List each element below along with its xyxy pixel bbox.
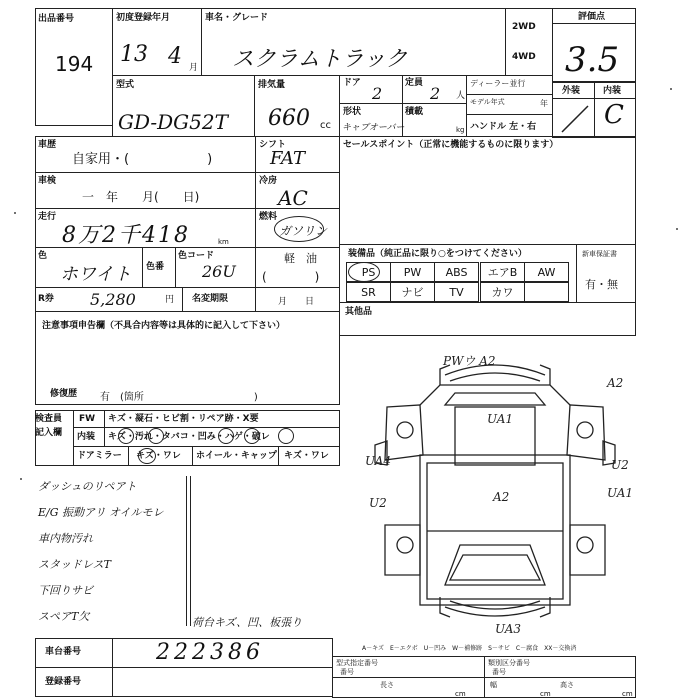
model-year-label: モデル年式: [470, 98, 505, 106]
hei-label: 高さ: [560, 681, 574, 689]
aircon-label: 冷房: [259, 176, 278, 186]
inspector-label-1: 検査員: [35, 414, 63, 424]
chassis-label: 車台番号: [45, 647, 82, 657]
wid-cm: cm: [540, 690, 551, 698]
int-inspect-label: 内装: [77, 432, 96, 442]
cap-label: 定員: [405, 78, 424, 88]
month-unit: 月: [189, 63, 199, 73]
dm-text: キズ・ワレ: [136, 451, 181, 461]
hei-cm: cm: [622, 690, 633, 698]
equipment-item: PW: [390, 262, 435, 282]
shape-label: 形状: [343, 107, 362, 117]
door-label: ドア: [343, 78, 361, 88]
remark-line: スタッドレスT: [38, 558, 112, 571]
damage-legend: A－キズ E－エクボ U－凹み W－補修跡 S－サビ C－腐食 XX－交換済: [362, 645, 577, 652]
cc-unit: cc: [320, 120, 331, 131]
diesel-label: 軽 油: [284, 252, 317, 265]
scan-dot: [20, 478, 22, 480]
color-label: 色: [38, 251, 48, 261]
mark-front-right: A2: [607, 376, 624, 390]
ext-slash-mark: [558, 102, 592, 134]
equipment-item: TV: [434, 282, 479, 302]
person-unit: 人: [456, 91, 466, 101]
reg-year: 13: [120, 42, 148, 67]
door-value: 2: [372, 84, 383, 103]
lot-label: 出品番号: [38, 14, 75, 24]
wd-box: [505, 8, 553, 76]
cap-value: 2: [430, 84, 441, 103]
fuel-label: 燃料: [259, 212, 278, 222]
notes-title: 注意事項申告欄（不具合内容等は具体的に記入して下さい）: [42, 321, 286, 331]
handle-label: ハンドル 左・右: [470, 122, 537, 132]
len-cm: cm: [455, 690, 466, 698]
km-unit: km: [218, 238, 229, 246]
mark-bed: A2: [493, 490, 510, 504]
cert-label: 型式指定番号: [336, 659, 378, 667]
recycle-label: R券: [38, 294, 54, 304]
equipment-item: エアB: [480, 262, 525, 282]
disp-label: 排気量: [258, 80, 286, 90]
ext-label: 外装: [562, 86, 581, 96]
color-code-value: 26U: [202, 262, 236, 281]
equip-label: 装備品（純正品に限り○をつけてください）: [348, 249, 527, 259]
purpose-value: 自家用・( ): [72, 152, 213, 167]
wid-label: 幅: [490, 681, 497, 689]
mileage-label: 走行: [38, 212, 57, 222]
yen-unit: 円: [165, 295, 175, 305]
newcar-label: 新車保証書: [582, 250, 617, 258]
mark-front: PWウ A2: [443, 354, 496, 368]
color-no-label: 色番: [146, 262, 165, 272]
wd2-label: 2WD: [512, 22, 536, 32]
mark-circle: [244, 428, 260, 444]
fw-text: キズ・凝石・ヒビ割・リペア跡・X要: [108, 414, 259, 424]
remark-line: 荷台キズ、凹、板張り: [192, 616, 303, 629]
repair-value: 有 (箇所 ): [100, 392, 258, 403]
mark-left-lower: U2: [369, 496, 387, 510]
score-value: 3.5: [565, 40, 620, 80]
sales-label: セールスポイント（正常に機能するものに限ります）: [343, 140, 559, 150]
change-label: 名変期限: [192, 294, 229, 304]
class-label: 類別区分番号: [488, 659, 530, 667]
car-name: スクラムトラック: [232, 47, 408, 72]
remark-line: E/G 振動アリ オイルモレ: [38, 506, 164, 519]
dealer-label: ディーラー並行: [470, 79, 526, 88]
newcar-value: 有・無: [585, 278, 618, 291]
int-inspect-text: キズ・汚れ・タバコ・凹み・ハゲ・破レ: [108, 432, 270, 442]
mark-circle: [118, 428, 134, 444]
wheel-text: キズ・ワレ: [284, 451, 329, 461]
diesel-parens: ( ): [262, 270, 320, 284]
ps-circle: [348, 262, 380, 282]
mark-circle: [278, 428, 294, 444]
class-sub: 番号: [492, 668, 506, 676]
inspector-label-2: 記入欄: [35, 428, 63, 438]
purpose-label: 車歴: [38, 140, 57, 150]
mileage-value: 8万2千418: [62, 223, 190, 248]
aircon-value: AC: [278, 186, 308, 210]
len-label: 長さ: [380, 681, 394, 689]
scan-dot: [676, 228, 678, 230]
mark-rear: UA3: [495, 622, 522, 636]
inspection-label: 車検: [38, 176, 57, 186]
remark-line: 下回りサビ: [38, 584, 93, 597]
shift-label: シフト: [259, 140, 287, 150]
color-value: ホワイト: [60, 264, 132, 285]
kg-unit: kg: [456, 126, 465, 134]
cert-sub: 番号: [340, 668, 354, 676]
chassis-value: 222386: [156, 640, 264, 665]
reg-label: 登録番号: [45, 677, 82, 687]
first-reg-label: 初度登録年月: [116, 13, 171, 23]
shape-value: キャブオーバー: [342, 123, 405, 133]
shift-value: FAT: [270, 148, 305, 169]
model-value: GD-DG52T: [118, 110, 228, 134]
mark-circle: [148, 428, 164, 444]
mark-circle: [138, 448, 156, 464]
inspection-value: 一 年 月( 日): [82, 190, 200, 204]
disp-value: 660: [268, 106, 310, 131]
equipment-item: カワ: [480, 282, 525, 302]
repair-label: 修復歴: [50, 389, 78, 399]
remark-line: ダッシュのリペアト: [38, 480, 137, 493]
remark-line: 車内物汚れ: [38, 532, 93, 545]
int-value: C: [604, 100, 624, 130]
equipment-item: [524, 282, 569, 302]
scan-dot: [670, 88, 672, 90]
fuel-value: ガソリン: [279, 224, 328, 238]
car-diagram: [345, 345, 645, 645]
equipment-item: AW: [524, 262, 569, 282]
fw-label: FW: [79, 414, 96, 424]
dm-label: ドアミラー: [77, 451, 122, 461]
wheel-label: ホイール・キャップ: [196, 451, 277, 461]
equipment-item: SR: [346, 282, 391, 302]
score-label: 評価点: [578, 12, 606, 22]
wd4-label: 4WD: [512, 52, 536, 62]
mark-circle: [218, 428, 234, 444]
model-label: 型式: [116, 80, 135, 90]
recycle-value: 5,280: [90, 290, 136, 309]
mark-roof: UA1: [487, 412, 514, 426]
load-label: 積載: [405, 107, 424, 117]
equipment-item: ナビ: [390, 282, 435, 302]
int-label: 内装: [603, 86, 622, 96]
scan-dot: [14, 212, 16, 214]
sales-block: [339, 136, 636, 336]
year-unit: 年: [540, 99, 548, 108]
color-code-label: 色コード: [178, 251, 215, 261]
name-label: 車名・グレード: [205, 13, 269, 23]
reg-month: 4: [168, 44, 182, 69]
other-label: 其他品: [345, 307, 373, 317]
mark-right-upper: U2: [611, 458, 629, 472]
equipment-item: ABS: [434, 262, 479, 282]
remark-line: スペアT欠: [38, 610, 90, 623]
mark-right-lower: UA1: [607, 486, 634, 500]
change-value: 月 日: [278, 297, 315, 307]
lot-number: 194: [55, 52, 94, 76]
equipment-item: PS: [346, 262, 391, 282]
mark-left-upper: UA4: [365, 454, 392, 468]
